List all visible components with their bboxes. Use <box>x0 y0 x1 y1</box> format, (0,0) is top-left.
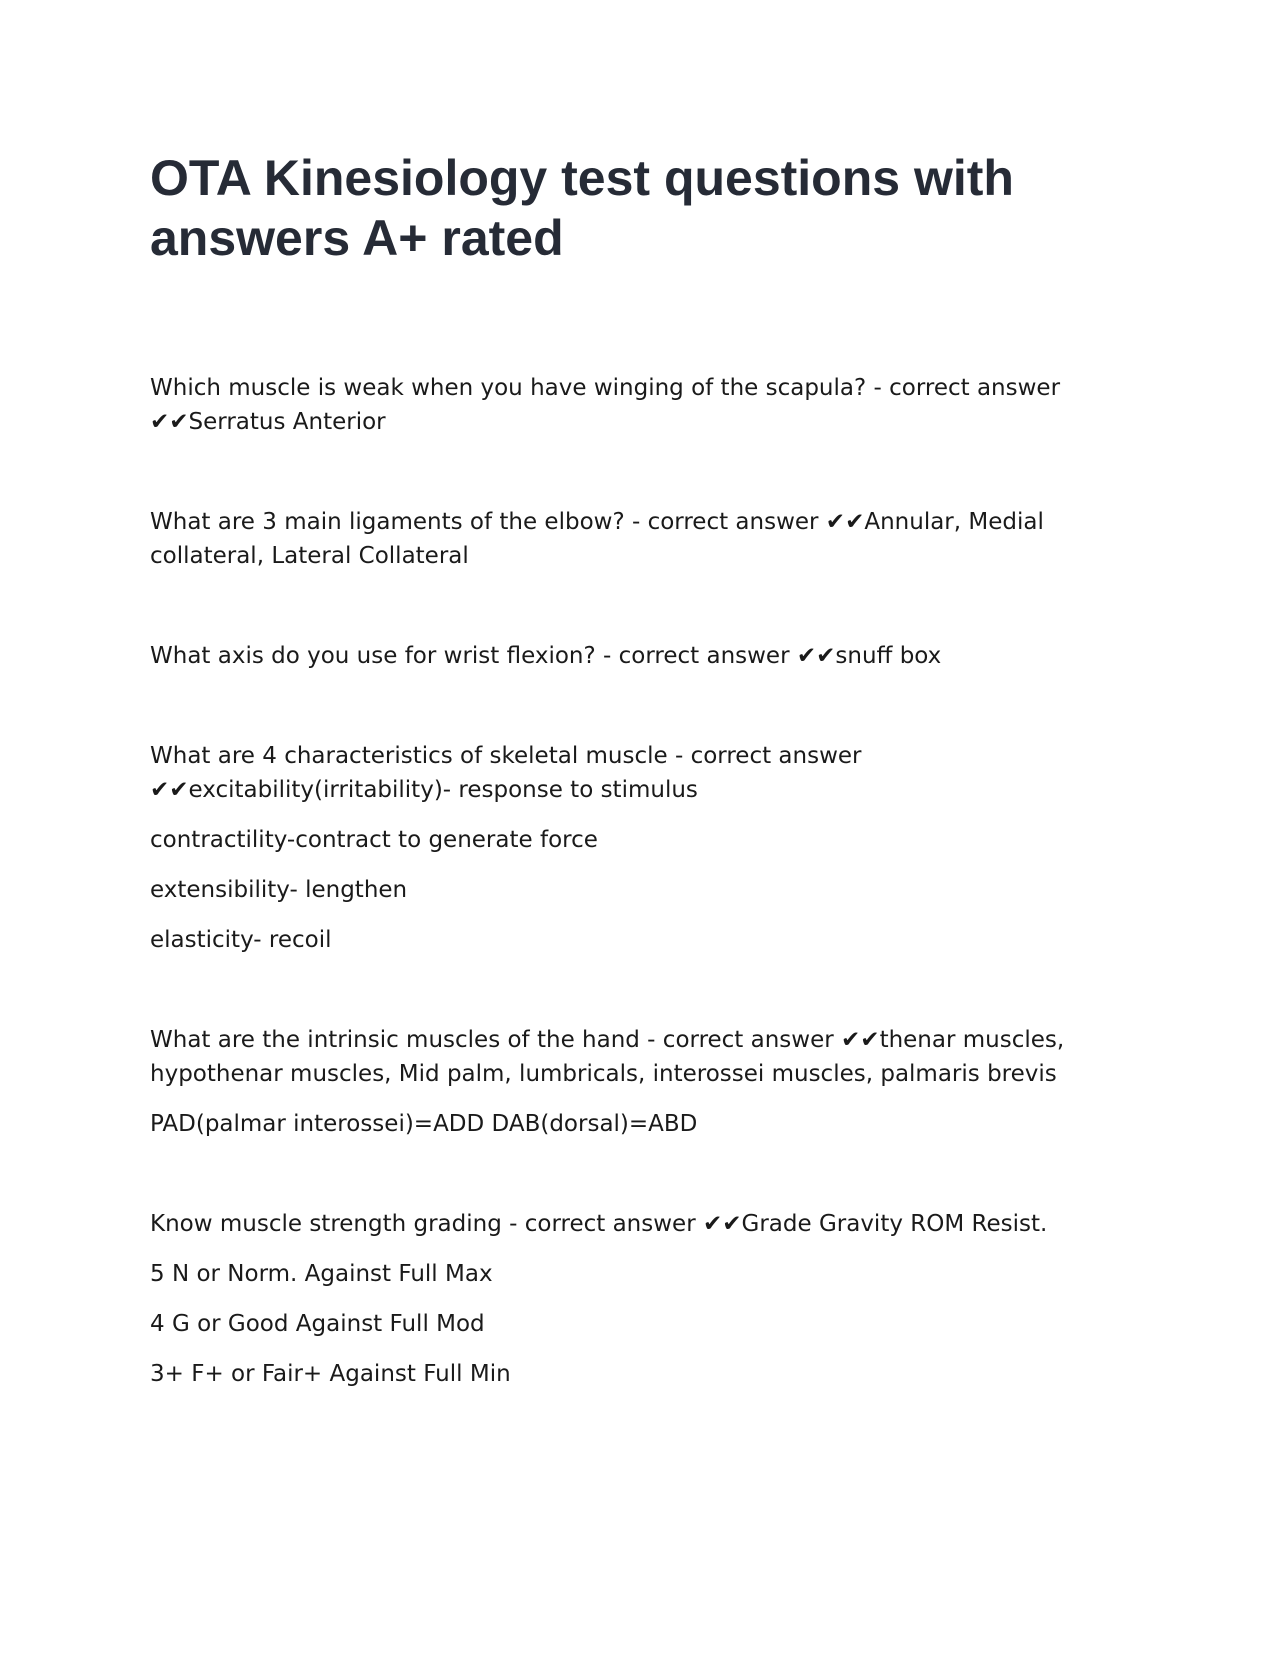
qa-paragraph: Which muscle is weak when you have winging of the scapula? - correct answer ✔✔Serratus Anterior <box>150 375 1068 435</box>
qa-paragraph: contractility-contract to generate force <box>150 827 598 853</box>
qa-item <box>150 1207 1150 1391</box>
qa-paragraph: Know muscle strength grading - correct answer ✔✔Grade Gravity ROM Resist. <box>150 1211 1048 1237</box>
qa-item <box>150 505 1150 573</box>
qa-paragraph: What are 3 main ligaments of the elbow? - correct answer ✔✔Annular, Medial collateral, Lateral Collateral <box>150 509 1052 569</box>
qa-paragraph: What are the intrinsic muscles of the hand - correct answer ✔✔thenar muscles, hypothenar muscles, Mid palm, lumbricals, interossei muscles, palmaris brevis <box>150 1027 1072 1087</box>
document-page <box>150 148 1150 1457</box>
document-title: OTA Kinesiology test questions with answers A+ rated <box>150 150 1014 266</box>
qa-paragraph: extensibility- lengthen <box>150 877 408 903</box>
qa-paragraph: What axis do you use for wrist flexion? - correct answer ✔✔snuff box <box>150 643 942 669</box>
qa-paragraph: What are 4 characteristics of skeletal muscle - correct answer ✔✔excitability(irritability)- response to stimulus <box>150 743 869 803</box>
qa-paragraph: 5 N or Norm. Against Full Max <box>150 1261 493 1287</box>
qa-paragraph: PAD(palmar interossei)=ADD DAB(dorsal)=ABD <box>150 1111 698 1137</box>
qa-paragraph: 3+ F+ or Fair+ Against Full Min <box>150 1361 511 1387</box>
qa-paragraph: 4 G or Good Against Full Mod <box>150 1311 485 1337</box>
qa-paragraph: elasticity- recoil <box>150 927 332 953</box>
qa-item <box>150 1023 1150 1141</box>
qa-item <box>150 739 1150 957</box>
qa-item <box>150 371 1150 439</box>
qa-item <box>150 639 1150 673</box>
